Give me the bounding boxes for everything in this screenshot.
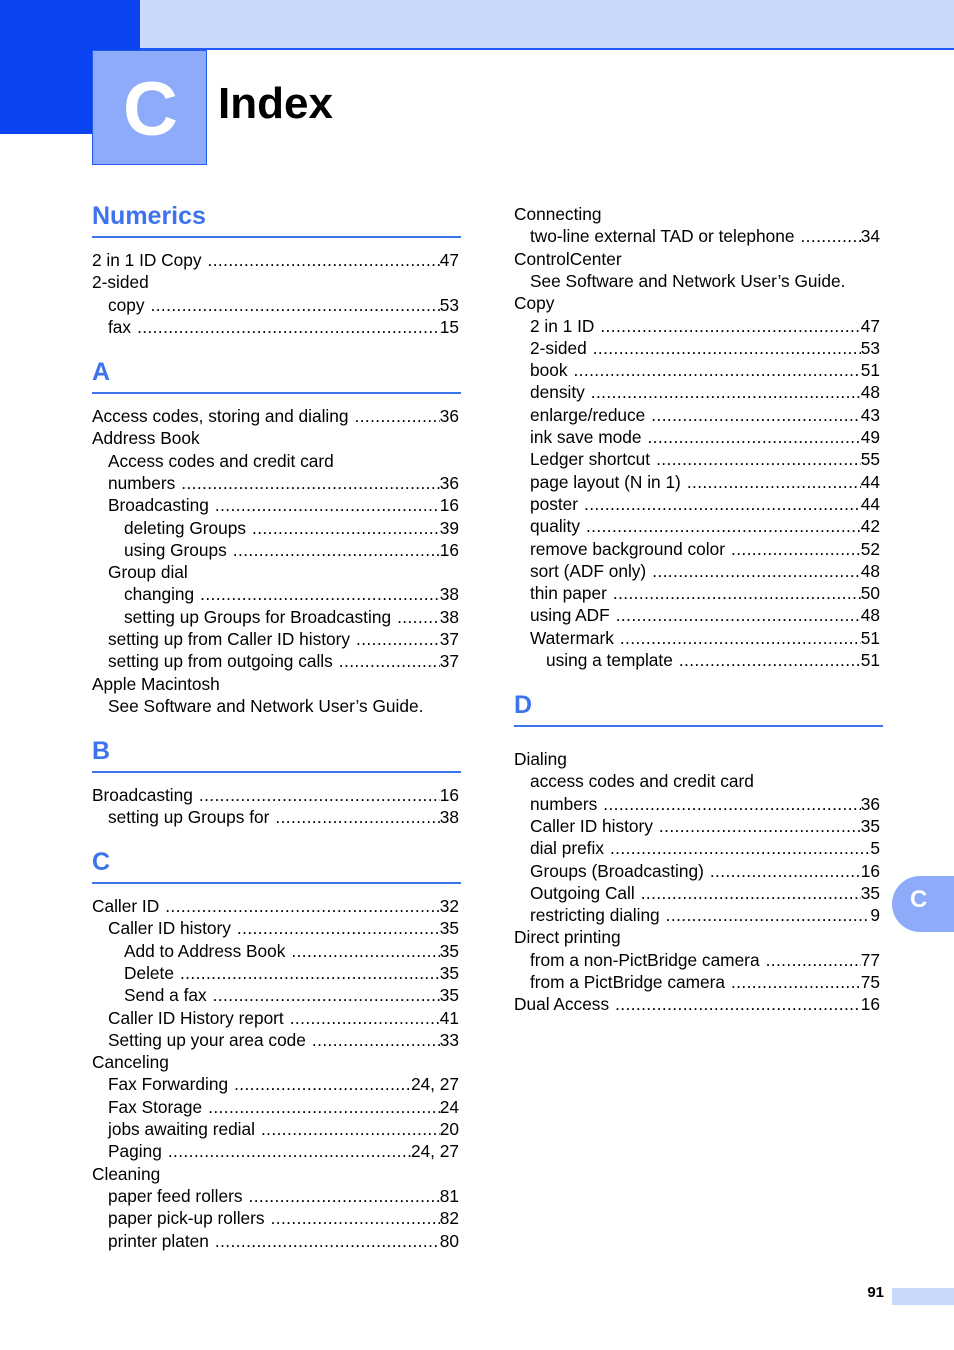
dot-leader: [760, 949, 861, 971]
entry-term: Access codes and credit card: [108, 450, 334, 471]
dot-leader: [350, 628, 440, 650]
index-entry: [92, 1163, 160, 1185]
section-rule: [514, 725, 883, 727]
dot-leader: [646, 560, 861, 582]
entry-term: setting up from outgoing calls: [108, 651, 333, 672]
side-tab-label: C: [910, 886, 928, 913]
index-entry: [514, 748, 567, 770]
index-entry[interactable]: [514, 993, 880, 1015]
index-subentry[interactable]: [530, 515, 880, 537]
dot-leader: [597, 793, 861, 815]
index-subentry[interactable]: [124, 962, 459, 984]
entry-term: quality: [530, 516, 580, 537]
index-entry[interactable]: [92, 784, 459, 806]
index-subentry[interactable]: [108, 806, 459, 828]
dot-leader: [641, 426, 860, 448]
index-subentry[interactable]: [546, 649, 880, 671]
dot-leader: [284, 1007, 440, 1029]
entry-page-ref[interactable]: 32: [439, 896, 459, 916]
entry-term: Ledger shortcut: [530, 449, 651, 470]
index-subentry[interactable]: [124, 606, 459, 628]
dot-leader: [175, 472, 440, 494]
index-entry: [92, 271, 149, 293]
entry-term: Group dial: [108, 562, 188, 583]
entry-term: ink save mode: [530, 427, 642, 447]
dot-leader: [193, 784, 440, 806]
index-entry: [514, 203, 601, 225]
entry-term: changing: [124, 584, 195, 605]
index-entry[interactable]: [92, 895, 459, 917]
dot-leader: [607, 582, 861, 604]
entry-page-ref[interactable]: 51: [860, 360, 880, 381]
entry-term: Broadcasting: [108, 495, 209, 516]
dot-leader: [162, 1140, 411, 1162]
entry-term: setting up Groups for Broadcasting: [124, 606, 392, 627]
index-entry: [514, 248, 622, 270]
entry-page-ref[interactable]: 48: [860, 605, 880, 626]
dot-leader: [246, 517, 440, 539]
entry-term: Connecting: [514, 204, 602, 224]
entry-term: Paging: [108, 1141, 162, 1162]
page-number: 91: [867, 1284, 884, 1301]
index-subentry[interactable]: [530, 337, 880, 359]
index-subentry[interactable]: [530, 904, 880, 926]
index-subentry[interactable]: [530, 971, 880, 993]
entry-page-ref[interactable]: 35: [439, 940, 459, 961]
entry-page-ref[interactable]: 24, 27: [410, 1141, 459, 1162]
dot-leader: [285, 940, 439, 962]
entry-page-ref[interactable]: 81: [439, 1185, 459, 1206]
entry-page-ref[interactable]: 38: [439, 807, 459, 828]
entry-term: Apple Macintosh: [92, 673, 220, 694]
entry-page-ref[interactable]: 51: [860, 650, 880, 670]
dot-leader: [265, 1207, 440, 1229]
dot-leader: [567, 359, 860, 381]
chapter-letter: C: [123, 67, 178, 152]
entry-term: printer platen: [108, 1230, 209, 1251]
dot-leader: [614, 627, 861, 649]
section-heading: B: [92, 737, 111, 765]
entry-page-ref[interactable]: 49: [860, 427, 880, 447]
index-subentry[interactable]: [530, 359, 880, 381]
entry-term: remove background color: [530, 538, 725, 559]
dot-leader: [585, 381, 861, 403]
index-entry: [514, 926, 621, 948]
entry-term: Add to Address Book: [124, 940, 286, 961]
index-subentry: [108, 561, 188, 583]
dot-leader: [194, 583, 440, 605]
entry-term: Caller ID: [92, 896, 160, 916]
index-subentry[interactable]: [530, 604, 880, 626]
entry-page-ref[interactable]: 55: [860, 449, 880, 470]
index-subentry: [108, 695, 423, 717]
chapter-badge: [92, 50, 207, 165]
dot-leader: [653, 815, 861, 837]
entry-term: using Groups: [124, 539, 227, 560]
index-subentry[interactable]: [108, 316, 459, 338]
index-subentry[interactable]: [124, 984, 459, 1006]
entry-page-ref[interactable]: 20: [439, 1119, 459, 1139]
entry-page-ref[interactable]: 24, 27: [410, 1074, 459, 1095]
entry-term: enlarge/reduce: [530, 404, 646, 425]
entry-page-ref[interactable]: 35: [860, 882, 880, 903]
entry-term: Access codes, storing and dialing: [92, 406, 349, 426]
dot-leader: [587, 337, 861, 359]
entry-term: using a template: [546, 650, 673, 670]
entry-term: numbers: [530, 793, 598, 814]
dot-leader: [609, 993, 861, 1015]
index-subentry[interactable]: [108, 294, 459, 316]
dot-leader: [209, 1230, 440, 1252]
index-subentry[interactable]: [530, 837, 880, 859]
entry-page-ref[interactable]: 47: [860, 315, 880, 336]
entry-term: Caller ID History report: [108, 1007, 284, 1028]
entry-page-ref[interactable]: 16: [439, 539, 459, 560]
dot-leader: [131, 316, 440, 338]
index-subentry[interactable]: [530, 448, 880, 470]
entry-page-ref[interactable]: 9: [870, 905, 880, 926]
index-entry: [92, 1051, 169, 1073]
entry-term: Address Book: [92, 428, 200, 449]
entry-term: book: [530, 360, 568, 381]
index-subentry[interactable]: [108, 1118, 459, 1140]
index-subentry[interactable]: [530, 493, 880, 515]
entry-term: Fax Storage: [108, 1096, 203, 1117]
entry-term: ControlCenter: [514, 248, 622, 269]
entry-term: restricting dialing: [530, 905, 660, 926]
page-title: Index: [218, 79, 333, 128]
entry-page-ref[interactable]: 48: [860, 560, 880, 581]
entry-term: poster: [530, 493, 579, 514]
entry-page-ref[interactable]: 36: [439, 472, 459, 493]
index-entry: [514, 292, 554, 314]
entry-term: thin paper: [530, 583, 607, 604]
entry-term: Cleaning: [92, 1163, 161, 1184]
entry-term: See Software and Network User’s Guide.: [530, 270, 846, 291]
entry-page-ref[interactable]: 37: [439, 629, 459, 649]
index-entry: [92, 427, 200, 449]
index-subentry[interactable]: [124, 517, 459, 539]
index-subentry[interactable]: [108, 628, 459, 650]
entry-term: copy: [108, 294, 145, 315]
entry-term: Broadcasting: [92, 785, 193, 805]
dot-leader: [255, 1118, 440, 1140]
index-subentry[interactable]: [530, 627, 880, 649]
entry-page-ref[interactable]: 16: [860, 994, 880, 1015]
header-rule: [140, 48, 954, 50]
entry-page-ref[interactable]: 35: [439, 985, 459, 1006]
dot-leader: [228, 1073, 411, 1095]
entry-term: numbers: [108, 472, 176, 493]
entry-page-ref[interactable]: 5: [870, 838, 880, 859]
index-subentry[interactable]: [108, 1185, 459, 1207]
index-subentry[interactable]: [108, 1096, 459, 1118]
index-subentry[interactable]: [124, 583, 459, 605]
entry-term: Canceling: [92, 1052, 169, 1073]
entry-term: sort (ADF only): [530, 560, 647, 581]
entry-term: setting up Groups for: [108, 807, 270, 828]
index-subentry[interactable]: [108, 650, 459, 672]
entry-page-ref[interactable]: 36: [860, 793, 880, 814]
dot-leader: [725, 971, 861, 993]
page-number-bar: [892, 1288, 954, 1305]
dot-leader: [269, 806, 439, 828]
entry-term: 2 in 1 ID: [530, 315, 595, 336]
dot-leader: [604, 837, 870, 859]
entry-term: Fax Forwarding: [108, 1074, 229, 1095]
entry-term: jobs awaiting redial: [108, 1119, 255, 1139]
entry-term: Outgoing Call: [530, 882, 635, 903]
index-entry[interactable]: [92, 249, 459, 271]
entry-page-ref[interactable]: 15: [439, 316, 459, 337]
section-heading: C: [92, 848, 111, 876]
entry-page-ref[interactable]: 35: [439, 962, 459, 983]
index-subentry[interactable]: [108, 1230, 459, 1252]
section-rule: [92, 882, 461, 884]
dot-leader: [159, 895, 440, 917]
entry-term: page layout (N in 1): [530, 471, 681, 492]
entry-page-ref[interactable]: 35: [439, 918, 459, 939]
entry-page-ref[interactable]: 33: [439, 1029, 459, 1050]
entry-page-ref[interactable]: 39: [439, 517, 459, 538]
entry-page-ref[interactable]: 24: [439, 1096, 459, 1117]
section-rule: [92, 771, 461, 773]
entry-term: 2-sided: [530, 337, 587, 358]
index-subentry: [530, 270, 845, 292]
index-subentry[interactable]: [530, 793, 880, 815]
entry-page-ref[interactable]: 36: [439, 406, 459, 426]
index-subentry[interactable]: [530, 225, 880, 247]
entry-page-ref[interactable]: 37: [439, 651, 459, 672]
section-heading: A: [92, 358, 111, 386]
index-subentry[interactable]: [530, 315, 880, 337]
index-subentry[interactable]: [124, 539, 459, 561]
dot-leader: [391, 606, 440, 628]
index-subentry[interactable]: [530, 538, 880, 560]
entry-term: dial prefix: [530, 838, 604, 859]
index-subentry[interactable]: [530, 582, 880, 604]
index-subentry: [530, 770, 754, 792]
section-heading: Numerics: [92, 202, 206, 230]
entry-term: using ADF: [530, 605, 610, 626]
entry-term: Dialing: [514, 749, 567, 769]
dot-leader: [578, 493, 861, 515]
entry-page-ref[interactable]: 50: [860, 583, 880, 604]
entry-page-ref[interactable]: 38: [439, 584, 459, 605]
entry-page-ref[interactable]: 38: [439, 606, 459, 627]
index-entry[interactable]: [92, 405, 459, 427]
dot-leader: [202, 249, 440, 271]
entry-term: Send a fax: [124, 985, 207, 1006]
entry-page-ref[interactable]: 51: [860, 627, 880, 648]
entry-term: setting up from Caller ID history: [108, 629, 351, 649]
section-rule: [92, 392, 461, 394]
entry-term: two-line external TAD or telephone: [530, 226, 795, 247]
entry-term: Groups (Broadcasting): [530, 860, 704, 881]
entry-page-ref[interactable]: 48: [860, 382, 880, 403]
entry-term: Caller ID history: [530, 815, 653, 836]
section-heading: D: [514, 691, 533, 719]
entry-page-ref[interactable]: 16: [860, 860, 880, 881]
dot-leader: [673, 649, 861, 671]
dot-leader: [594, 315, 860, 337]
header-band: [0, 0, 954, 50]
index-subentry[interactable]: [530, 815, 880, 837]
entry-page-ref[interactable]: 75: [860, 972, 880, 992]
entry-page-ref[interactable]: 77: [860, 949, 880, 970]
entry-term: Setting up your area code: [108, 1029, 306, 1050]
dot-leader: [333, 650, 440, 672]
dot-leader: [207, 984, 440, 1006]
entry-page-ref[interactable]: 44: [860, 493, 880, 514]
dot-leader: [660, 904, 871, 926]
entry-page-ref[interactable]: 52: [860, 538, 880, 559]
entry-page-ref[interactable]: 35: [860, 815, 880, 836]
entry-term: Dual Access: [514, 994, 610, 1015]
entry-term: from a non-PictBridge camera: [530, 949, 760, 970]
dot-leader: [174, 962, 440, 984]
dot-leader: [231, 917, 440, 939]
entry-page-ref[interactable]: 47: [439, 250, 459, 270]
entry-term: paper feed rollers: [108, 1185, 243, 1206]
index-subentry[interactable]: [108, 1007, 459, 1029]
dot-leader: [227, 539, 440, 561]
index-subentry[interactable]: [108, 917, 459, 939]
index-subentry[interactable]: [108, 1029, 459, 1051]
index-subentry[interactable]: [530, 560, 880, 582]
index-subentry[interactable]: [530, 381, 880, 403]
side-tab-c[interactable]: [892, 876, 954, 932]
entry-page-ref[interactable]: 80: [439, 1230, 459, 1251]
entry-term: Copy: [514, 293, 555, 314]
entry-term: 2 in 1 ID Copy: [92, 250, 202, 270]
index-entry: [92, 673, 220, 695]
entry-page-ref[interactable]: 53: [439, 294, 459, 315]
dot-leader: [145, 294, 440, 316]
index-subentry[interactable]: [530, 882, 880, 904]
dot-leader: [704, 860, 861, 882]
entry-page-ref[interactable]: 34: [860, 226, 880, 247]
entry-page-ref[interactable]: 82: [439, 1208, 459, 1229]
dot-leader: [243, 1185, 440, 1207]
entry-term: Watermark: [530, 627, 614, 648]
dot-leader: [681, 471, 861, 493]
entry-term: from a PictBridge camera: [530, 972, 725, 992]
entry-page-ref[interactable]: 16: [439, 495, 459, 516]
dot-leader: [306, 1029, 440, 1051]
index-subentry[interactable]: [124, 940, 459, 962]
dot-leader: [209, 494, 440, 516]
index-subentry[interactable]: [530, 404, 880, 426]
dot-leader: [202, 1096, 440, 1118]
dot-leader: [610, 604, 861, 626]
entry-term: access codes and credit card: [530, 771, 754, 792]
index-subentry: [108, 450, 334, 472]
index-subentry[interactable]: [108, 494, 459, 516]
dot-leader: [645, 404, 860, 426]
dot-leader: [580, 515, 861, 537]
entry-page-ref[interactable]: 41: [439, 1007, 459, 1028]
index-subentry[interactable]: [530, 426, 880, 448]
index-subentry[interactable]: [530, 949, 880, 971]
entry-page-ref[interactable]: 16: [439, 785, 459, 805]
dot-leader: [349, 405, 440, 427]
index-subentry[interactable]: [108, 1140, 459, 1162]
entry-term: Direct printing: [514, 927, 621, 948]
section-rule: [92, 236, 461, 238]
index-subentry[interactable]: [108, 1073, 459, 1095]
dot-leader: [650, 448, 861, 470]
entry-term: 2-sided: [92, 272, 149, 293]
entry-term: Caller ID history: [108, 918, 231, 939]
entry-page-ref[interactable]: 44: [860, 471, 880, 492]
entry-term: Delete: [124, 962, 174, 983]
index-subentry[interactable]: [530, 860, 880, 882]
index-subentry[interactable]: [108, 472, 459, 494]
entry-page-ref[interactable]: 42: [860, 516, 880, 537]
entry-term: fax: [108, 316, 132, 337]
dot-leader: [635, 882, 861, 904]
index-subentry[interactable]: [108, 1207, 459, 1229]
entry-term: paper pick-up rollers: [108, 1208, 265, 1229]
entry-term: deleting Groups: [124, 517, 247, 538]
entry-page-ref[interactable]: 43: [860, 404, 880, 425]
entry-term: density: [530, 382, 585, 403]
index-subentry[interactable]: [530, 471, 880, 493]
dot-leader: [725, 538, 861, 560]
entry-term: See Software and Network User’s Guide.: [108, 695, 424, 716]
entry-page-ref[interactable]: 53: [860, 337, 880, 358]
dot-leader: [794, 225, 860, 247]
